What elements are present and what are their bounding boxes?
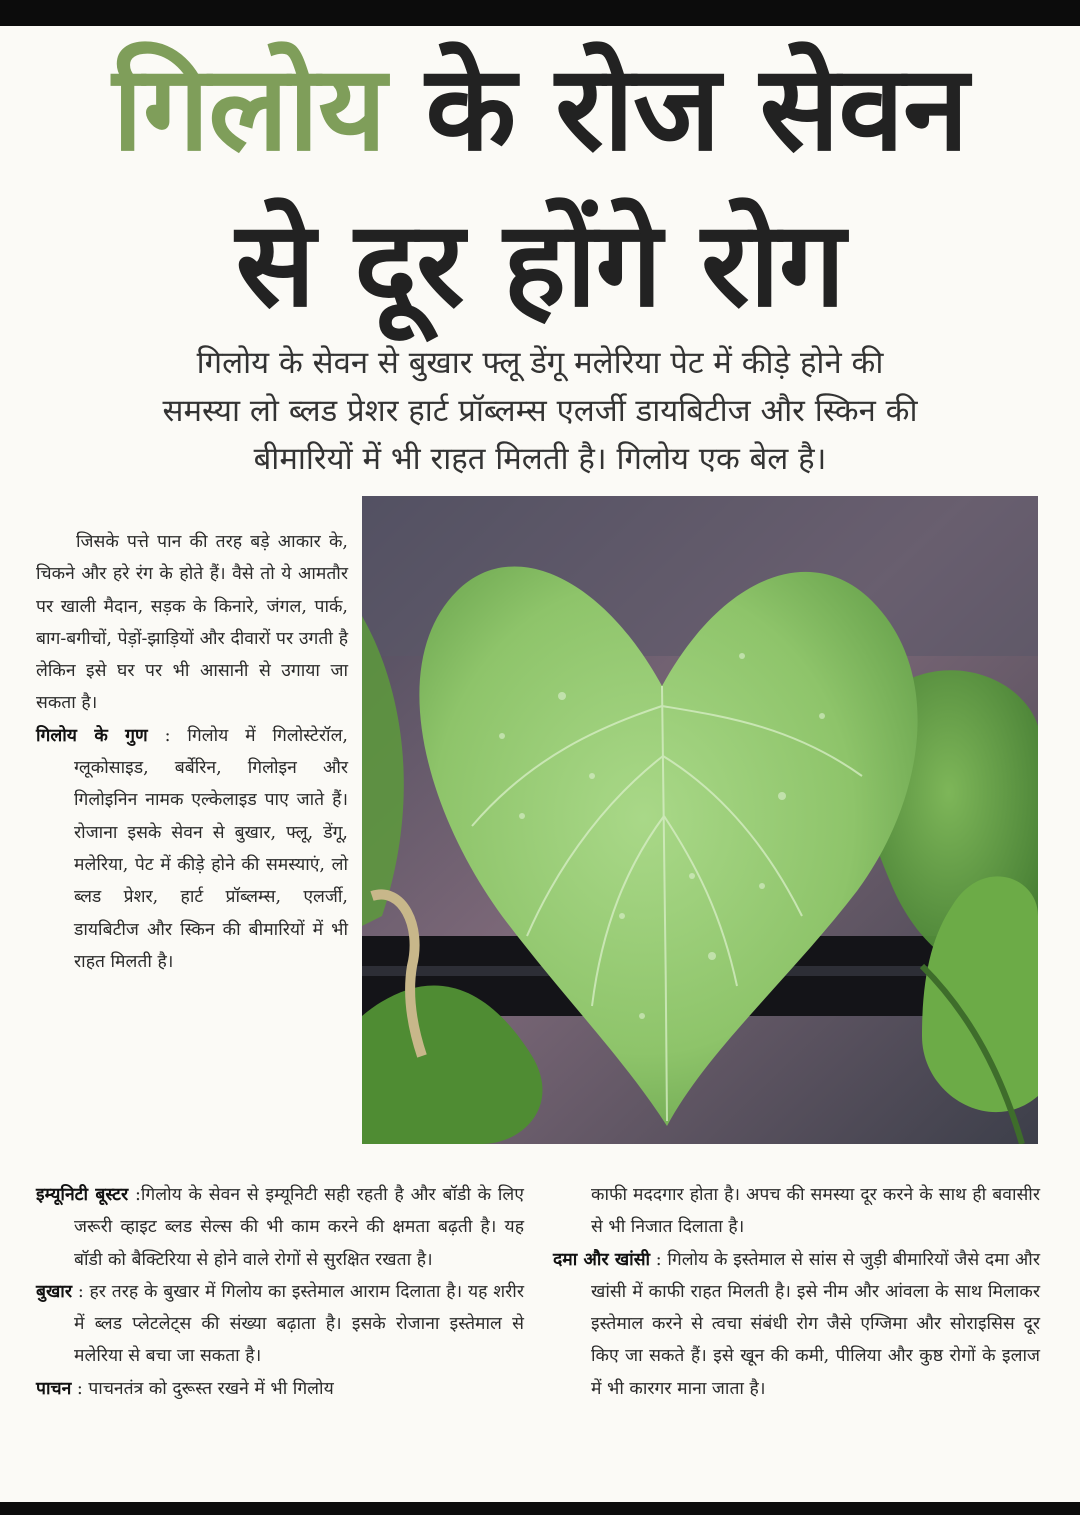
intro-paragraph: जिसके पत्ते पान की तरह बड़े आकार के, चिकने और हरे रंग के होते हैं। वैसे तो ये आमतौर पर खाली मैदान, सड़क के किनारे, जंगल, पार्क, बाग-बगीचों, पेड़ों-झाड़ियों और दीवारों पर उगती है लेकिन इसे घर पर भी आसानी से उगाया जा सकता है।	[36, 532, 348, 714]
asthma-heading: दमा और खांसी	[553, 1249, 651, 1270]
headline-line-2: से दूर होंगे रोग	[235, 195, 845, 333]
headline-line-1-rest: के रोज सेवन	[425, 39, 968, 177]
screen-bottom-edge	[0, 1502, 1080, 1515]
digest-text: : पाचनतंत्र को दुरूस्त रखने में भी गिलोय	[76, 1378, 334, 1399]
column-left-top	[36, 526, 348, 978]
column-right-bottom	[553, 1179, 1040, 1405]
headline-accent-word: गिलोय	[112, 39, 386, 177]
fever-text: : हर तरह के बुखार में गिलोय का इस्तेमाल आराम दिलाता है। यह शरीर में ब्लड प्लेटलेट्स की संख्या बढ़ाता है। इसके रोजाना इस्तेमाल से मलेरिया से बचा जा सकता है।	[74, 1281, 524, 1367]
deck-line: बीमारियों में भी राहत मिलती है। गिलोय एक बेल है।	[253, 441, 827, 477]
asthma-paragraph	[553, 1244, 1040, 1405]
column-left-bottom	[36, 1179, 524, 1405]
deck-summary	[40, 339, 1040, 483]
immunity-heading: इम्यूनिटी बूस्टर	[36, 1185, 129, 1205]
fever-paragraph	[36, 1276, 524, 1373]
digest-heading: पाचन	[36, 1378, 72, 1399]
deck-line: समस्या लो ब्लड प्रेशर हार्ट प्रॉब्लम्स एलर्जी डायबिटीज और स्किन की	[162, 393, 918, 429]
fever-heading: बुखार	[36, 1281, 72, 1302]
deck-line: गिलोय के सेवन से बुखार फ्लू डेंगू मलेरिया पेट में कीड़े होने की	[196, 345, 884, 381]
asthma-text: : गिलोय के इस्तेमाल से सांस से जुड़ी बीमारियों जैसे दमा और खांसी में काफी राहत मिलती है। इसे नीम और आंवला के साथ मिलाकर इस्तेमाल करने से त्वचा संबंधी रोग जैसे एग्जिमा और सोराइसिस दूर किए जा सकते हैं। इसे खून की कमी, पीलिया और कुष्ठ रोगों के इलाज में भी कारगर माना जाता है।	[591, 1249, 1040, 1399]
digest-paragraph	[36, 1373, 524, 1405]
newspaper-clipping	[0, 26, 1080, 1502]
gun-text: : गिलोय में गिलोस्टेरॉल, ग्लूकोसाइड, बर्बेरिन, गिलोइन और गिलोइनिन नामक एल्केलाइड पाए जाते हैं। रोजाना इसके सेवन से बुखार, फ्लू, डेंगू, मलेरिया, पेट में कीड़े होने की समस्याएं, लो ब्लड प्रेशर, हार्ट प्रॉब्लम्स, एलर्जी, डायबिटीज और स्किन की बीमारियों में भी राहत मिलती है।	[74, 725, 348, 972]
immunity-paragraph	[36, 1179, 524, 1276]
immunity-text: :गिलोय के सेवन से इम्यूनिटी सही रहती है और बॉडी के लिए जरूरी व्हाइट ब्लड सेल्स की भी काम करने की क्षमता बढ़ती है। यह बॉडी को बैक्टिरिया से होने वाले रोगों से सुरक्षित रखता है।	[74, 1185, 524, 1270]
gun-heading: गिलोय के गुण	[36, 725, 148, 746]
giloy-leaf-photo	[362, 496, 1038, 1144]
gun-paragraph	[36, 720, 348, 978]
digest-continued: काफी मददगार होता है। अपच की समस्या दूर करने के साथ ही बवासीर से भी निजात दिलाता है।	[591, 1185, 1040, 1238]
screen-top-edge	[0, 0, 1080, 26]
headline-line-1	[0, 38, 1080, 178]
